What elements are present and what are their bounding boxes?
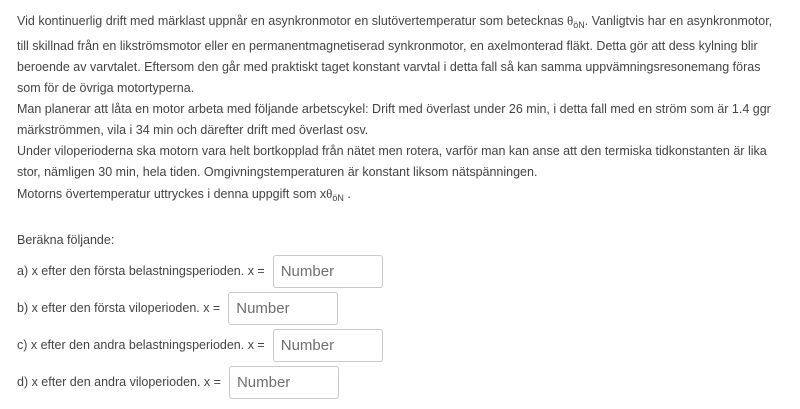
question-b-row	[17, 292, 787, 324]
theta-symbol: θ	[326, 186, 333, 201]
problem-content	[17, 10, 787, 403]
problem-paragraph-4	[17, 183, 787, 209]
question-c-row	[17, 329, 787, 361]
paragraph-1-text-b: . Vanligtvis har en asynkronmotor, till skillnad från en likströmsmotor eller en permanentmagnetiserad synkronmotor, en axelmonterad fläkt. Detta gör att dess kylning blir beroende av varvtalet. Eftersom den går med praktiskt taget konstant varvtal i detta fall så kan samma uppvämningsresonemang föras som för de övriga motortyperna.	[17, 14, 773, 95]
question-b-label: b) x efter den första viloperioden. x =	[17, 301, 221, 315]
answer-d-input[interactable]	[229, 366, 339, 399]
question-a-row	[17, 255, 787, 287]
question-a-label: a) x efter den första belastningsperioden. x =	[17, 264, 265, 278]
answer-c-input[interactable]	[273, 329, 383, 362]
questions-intro: Beräkna följande:	[17, 233, 115, 247]
theta-subscript: öN	[332, 193, 344, 203]
problem-paragraph-1	[17, 10, 787, 99]
problem-paragraph-2: Man planerar att låta en motor arbeta med följande arbetscykel: Drift med överlast under 26 min, i detta fall med en ström som är 1.4 ggr märkströmmen, vila i 34 min och därefter drift med överlast osv.	[17, 102, 771, 137]
problem-paragraph-3: Under viloperioderna ska motorn vara helt bortkopplad från nätet men rotera, varför man kan anse att den termiska tidkonstanten är lika stor, nämligen 30 min, hela tiden. Omgivningstemperaturen är konstant liksom nätspänningen.	[17, 144, 767, 179]
paragraph-4-text-b: .	[343, 187, 351, 201]
question-d-row	[17, 366, 787, 398]
theta-subscript: öN	[573, 20, 585, 30]
paragraph-1-text-a: Vid kontinuerlig drift med märklast uppnår en asynkronmotor en slutövertemperatur som betecknas	[17, 14, 568, 28]
paragraph-4-text-a: Motorns övertemperatur uttryckes i denna uppgift som x	[17, 187, 327, 201]
theta-symbol: θ	[567, 13, 574, 28]
question-c-label: c) x efter den andra belastningsperioden. x =	[17, 338, 265, 352]
question-d-label: d) x efter den andra viloperioden. x =	[17, 375, 221, 389]
answer-b-input[interactable]	[228, 292, 338, 325]
answer-a-input[interactable]	[273, 255, 383, 288]
